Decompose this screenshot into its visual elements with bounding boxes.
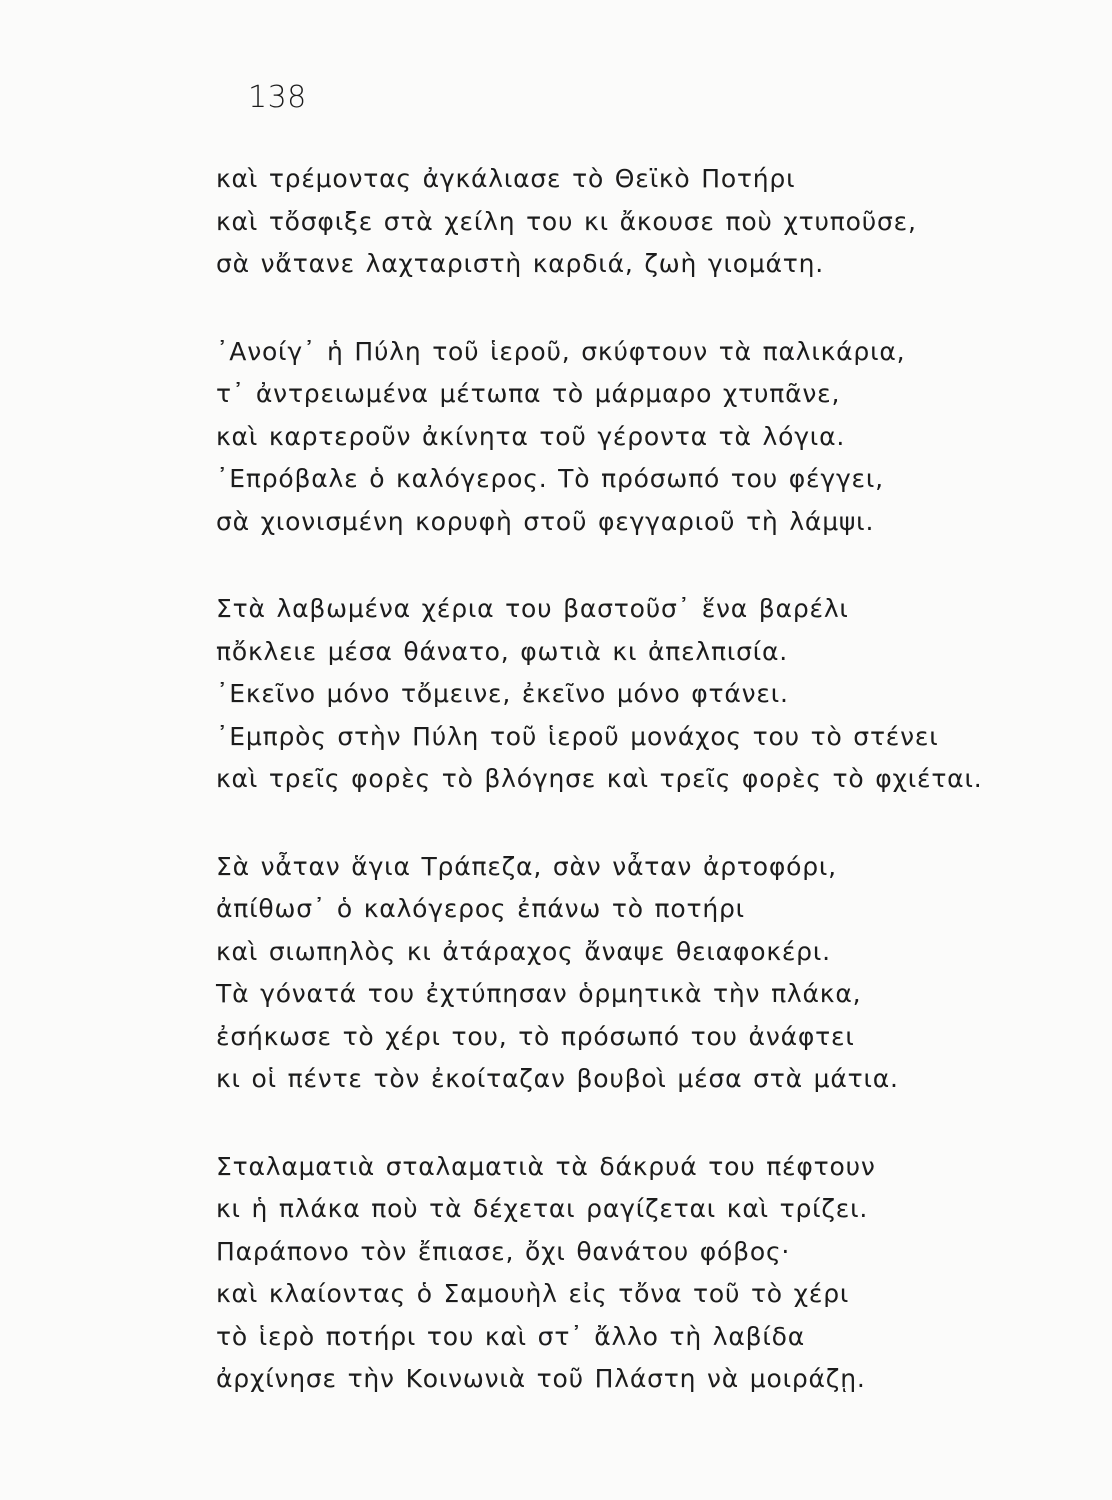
poem-line: ᾿Εκεῖνο μόνο τὄμεινε, ἐκεῖνο μόνο φτάνει. [216, 679, 789, 708]
poem-line: τὸ ἱερὸ ποτήρι του καὶ στ᾿ ἄλλο τὴ λαβίδα [216, 1321, 806, 1351]
stanza-3 [216, 588, 1076, 801]
poem-line: Σὰ νἆταν ἅγια Τράπεζα, σὰν νἆταν ἀρτοφόρι, [216, 851, 837, 881]
poem-line: πὄκλειε μέσα θάνατο, φωτιὰ κι ἀπελπισία. [216, 636, 789, 666]
poem-line: σὰ χιονισμένη κορυφὴ στοῦ φεγγαριοῦ τὴ λάμψι. [216, 506, 875, 536]
poem-line: Τὰ γόνατά του ἐχτύπησαν ὁρμητικὰ τὴν πλάκα, [216, 979, 862, 1008]
poem-line: καὶ σιωπηλὸς κι ἀτάραχος ἄναψε θειαφοκέρι. [216, 936, 831, 966]
poem-line: Στὰ λαβωμένα χέρια του βαστοῦσ᾿ ἕνα βαρέλι [216, 594, 849, 623]
poem-line: καὶ καρτεροῦν ἀκίνητα τοῦ γέροντα τὰ λόγια. [216, 421, 846, 451]
poem-line: καὶ τὄσφιξε στὰ χείλη του κι ἄκουσε ποὺ χτυποῦσε, [216, 206, 917, 236]
poem-line: καὶ τρεῖς φορὲς τὸ βλόγησε καὶ τρεῖς φορὲς τὸ φχιέται. [216, 764, 983, 793]
poem-line: κι οἱ πέντε τὸν ἐκοίταζαν βουβοὶ μέσα στὰ μάτια. [216, 1064, 899, 1093]
poem-line: ᾿Επρόβαλε ὁ καλόγερος. Τὸ πρόσωπό του φέγγει, [216, 464, 884, 493]
poem-text [216, 158, 1076, 1401]
poem-line: ᾿Εμπρὸς στὴν Πύλη τοῦ ἱεροῦ μονάχος του τὸ στένει [216, 721, 939, 751]
poem-line: ᾿Ανοίγ᾿ ἡ Πύλη τοῦ ἱεροῦ, σκύφτουν τὰ παλικάρια, [216, 336, 906, 366]
poem-line: Παράπονο τὸν ἔπιασε, ὄχι θανάτου φόβος· [216, 1236, 791, 1266]
page-number: 138 [248, 80, 307, 115]
poem-line: καὶ τρέμοντας ἀγκάλιασε τὸ Θεϊκὸ Ποτήρι [216, 164, 796, 193]
poem-line: Σταλαματιὰ σταλαματιὰ τὰ δάκρυά του πέφτουν [216, 1151, 876, 1181]
poem-line: καὶ κλαίοντας ὁ Σαμουὴλ εἰς τὄνα τοῦ τὸ χέρι [216, 1279, 850, 1308]
stanza-1 [216, 158, 1076, 286]
poem-line: ἀπίθωσ᾿ ὁ καλόγερος ἐπάνω τὸ ποτήρι [216, 894, 745, 923]
stanza-4 [216, 846, 1076, 1101]
poem-line: κι ἡ πλάκα ποὺ τὰ δέχεται ραγίζεται καὶ τρίζει. [216, 1194, 869, 1223]
poem-line: ἐσήκωσε τὸ χέρι του, τὸ πρόσωπό του ἀνάφτει [216, 1021, 855, 1051]
stanza-5 [216, 1146, 1076, 1401]
poem-line: σὰ νἄτανε λαχταριστὴ καρδιά, ζωὴ γιομάτη. [216, 249, 825, 278]
poem-line: ἀρχίνησε τὴν Κοινωνιὰ τοῦ Πλάστη νὰ μοιράζῃ. [216, 1364, 866, 1393]
poem-line: τ᾿ ἀντρειωμένα μέτωπα τὸ μάρμαρο χτυπᾶνε, [216, 379, 841, 408]
stanza-2 [216, 331, 1076, 544]
